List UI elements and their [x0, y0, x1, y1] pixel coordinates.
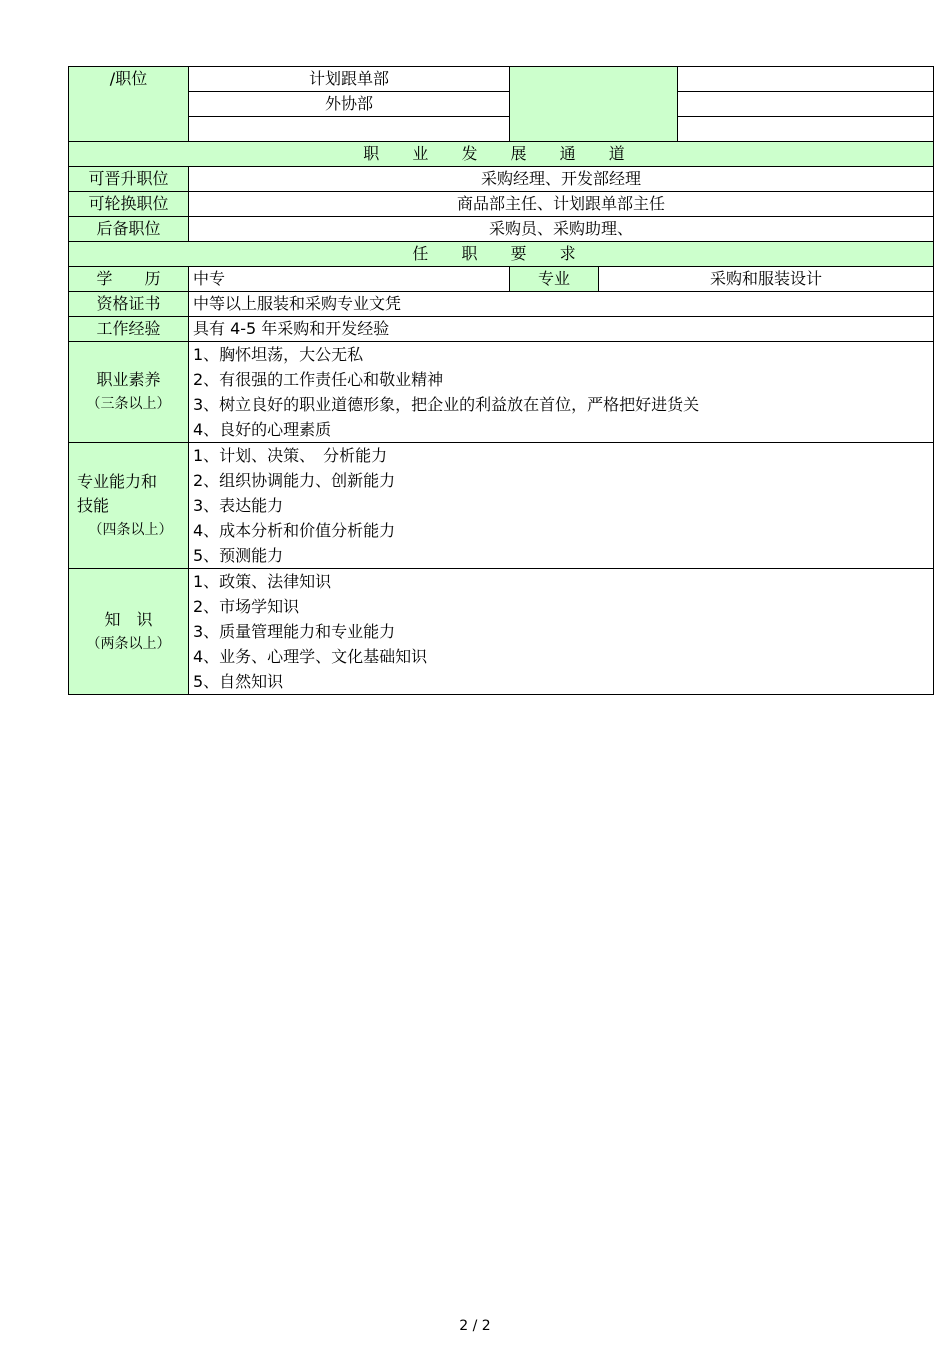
- department-row-2: 外协部: [189, 92, 510, 117]
- list-item: 1、计划、决策、 分析能力: [193, 446, 388, 465]
- quality-label-cell: [69, 342, 189, 443]
- knowledge-list: [189, 569, 934, 695]
- knowledge-label-cell: [69, 569, 189, 695]
- education-value: 中专: [189, 267, 510, 292]
- knowledge-sublabel: （两条以上）: [86, 635, 171, 652]
- list-item: 2、市场学知识: [193, 597, 300, 616]
- list-item: 2、有很强的工作责任心和敬业精神: [193, 370, 444, 389]
- career-path-heading: 职 业 发 展 通 道: [69, 142, 934, 167]
- rotation-value: 商品部主任、计划跟单部主任: [189, 192, 934, 217]
- blank-cell-3: [678, 117, 934, 142]
- list-item: 2、组织协调能力、创新能力: [193, 471, 396, 490]
- backup-label: 后备职位: [69, 217, 189, 242]
- experience-value: 具有 4-5 年采购和开发经验: [189, 317, 934, 342]
- blank-cell-2: [678, 92, 934, 117]
- list-item: 1、胸怀坦荡，大公无私: [193, 345, 364, 364]
- list-item: 5、自然知识: [193, 672, 284, 691]
- department-row-3: [189, 117, 510, 142]
- position-label: /职位: [69, 67, 189, 142]
- list-item: 3、质量管理能力和专业能力: [193, 622, 396, 641]
- list-item: 3、表达能力: [193, 496, 284, 515]
- promotion-label: 可晋升职位: [69, 167, 189, 192]
- skills-label-cell: [69, 443, 189, 569]
- skills-label-line2: 技能: [77, 495, 110, 515]
- rotation-label: 可轮换职位: [69, 192, 189, 217]
- quality-list: [189, 342, 934, 443]
- skills-list: [189, 443, 934, 569]
- requirements-heading: 任 职 要 求: [69, 242, 934, 267]
- blank-green-cell: [510, 67, 678, 142]
- quality-sublabel: （三条以上）: [86, 396, 171, 412]
- page-number: 2 / 2: [459, 1318, 491, 1334]
- major-label: 专业: [510, 267, 599, 292]
- certificate-label: 资格证书: [69, 292, 189, 317]
- blank-cell-1: [678, 67, 934, 92]
- list-item: 5、预测能力: [193, 546, 284, 565]
- certificate-value: 中等以上服装和采购专业文凭: [189, 292, 934, 317]
- job-description-table: [68, 66, 934, 695]
- major-value: 采购和服装设计: [599, 267, 934, 292]
- skills-sublabel: （四条以上）: [88, 521, 173, 538]
- list-item: 4、成本分析和价值分析能力: [193, 521, 396, 540]
- education-label: 学 历: [69, 267, 189, 292]
- backup-value: 采购员、采购助理、: [189, 217, 934, 242]
- quality-label: 职业素养: [96, 370, 161, 389]
- list-item: 4、良好的心理素质: [193, 420, 332, 439]
- skills-label-line1: 专业能力和: [77, 471, 158, 491]
- list-item: 1、政策、法律知识: [193, 572, 332, 591]
- list-item: 3、树立良好的职业道德形象，把企业的利益放在首位，严格把好进货关: [193, 395, 700, 414]
- experience-label: 工作经验: [69, 317, 189, 342]
- list-item: 4、业务、心理学、文化基础知识: [193, 647, 428, 666]
- department-row-1: 计划跟单部: [189, 67, 510, 92]
- knowledge-label: 知 识: [104, 609, 153, 629]
- promotion-value: 采购经理、开发部经理: [189, 167, 934, 192]
